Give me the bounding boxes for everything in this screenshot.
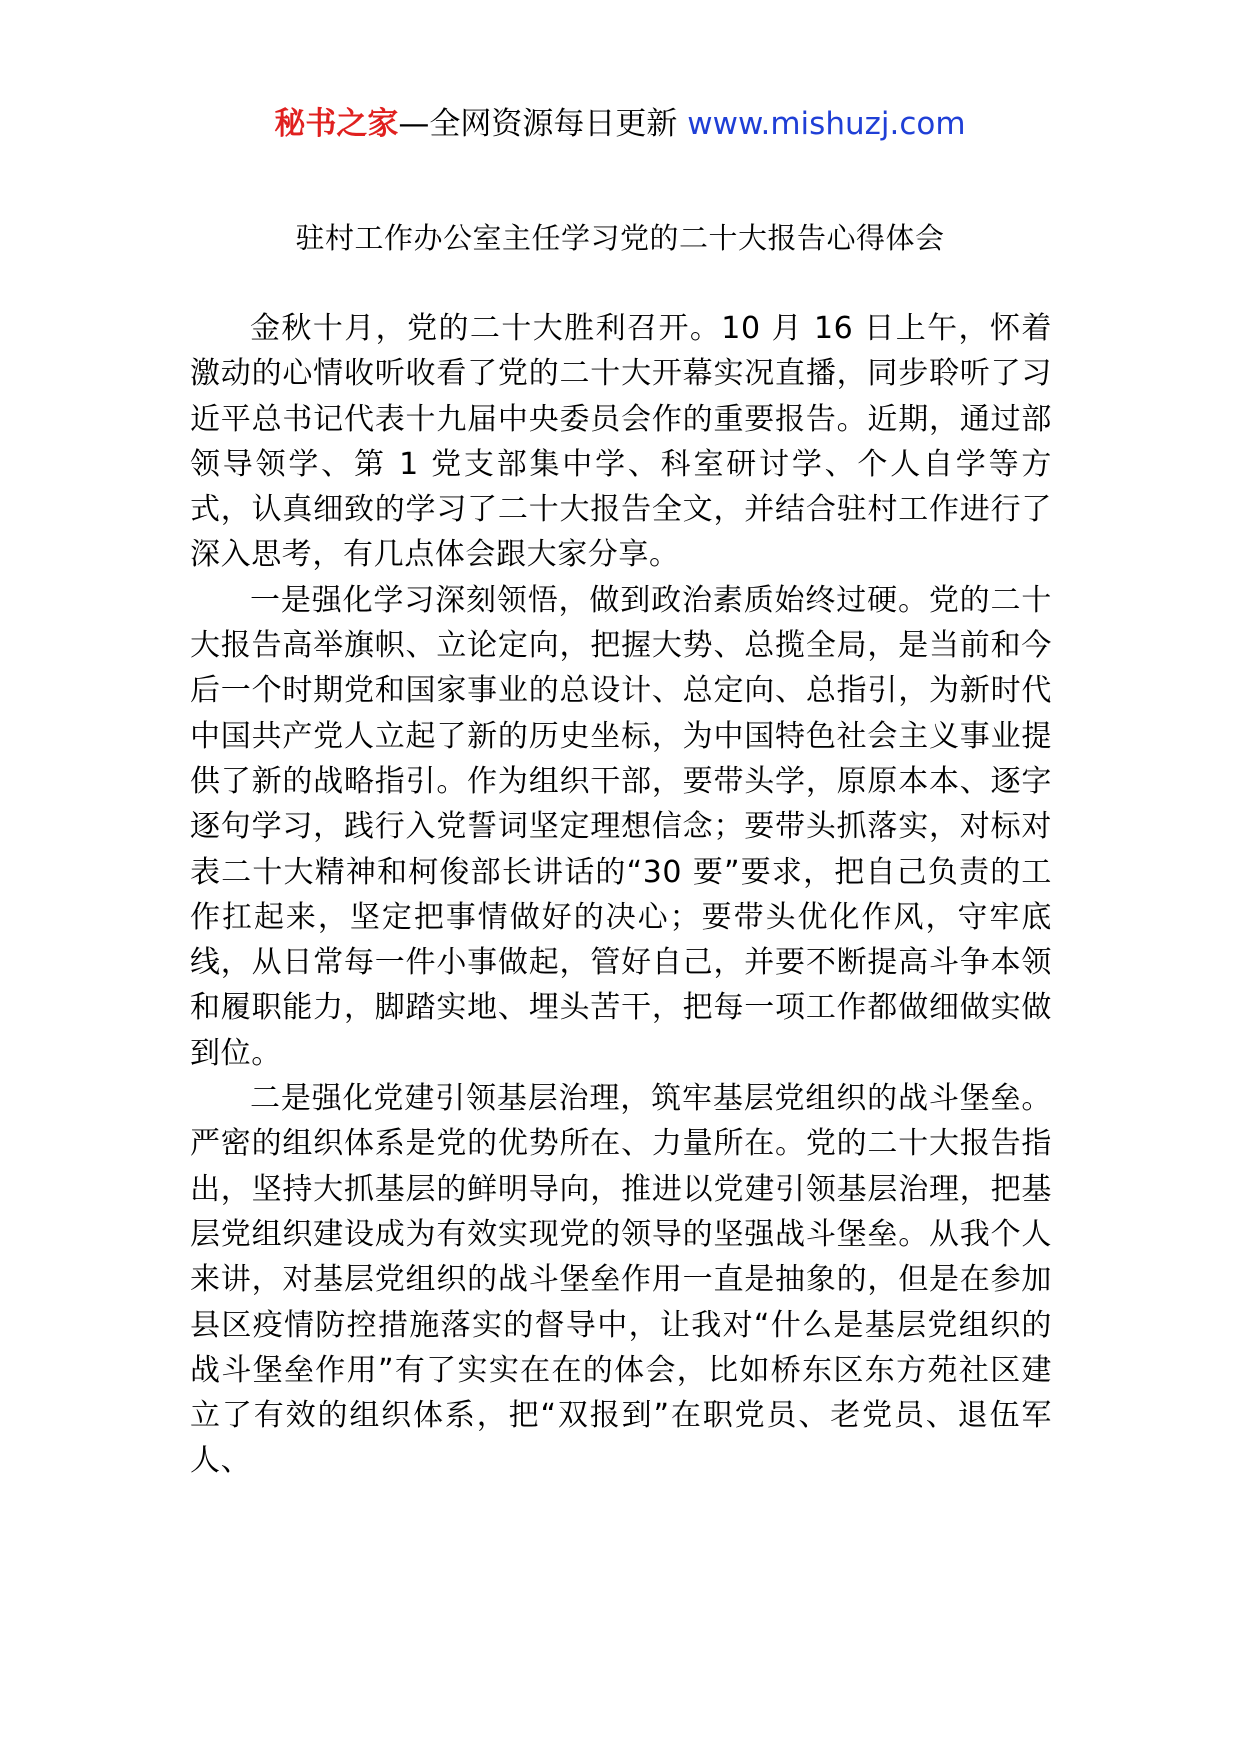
site-url-link[interactable]: www.mishuzj.com [687,106,966,142]
paragraph-point-two: 二是强化党建引领基层治理，筑牢基层党组织的战斗堡垒。严密的组织体系是党的优势所在、力量所在。党的二十大报告指出，坚持大抓基层的鲜明导向，推进以党建引领基层治理，把基层党组织建设成为有效实现党的领导的坚强战斗堡垒。从我个人来讲，对基层党组织的战斗堡垒作用一直是抽象的，但是在参加县区疫情防控措施落实的督导中，让我对“什么是基层党组织的战斗堡垒作用”有了实实在在的体会，比如桥东区东方苑社区建立了有效的组织体系，把“双报到”在职党员、老党员、退伍军人、 [190,1081,1052,1479]
page-header [0,102,1240,146]
brand-name: 秘书之家 [274,106,399,142]
paragraph-point-one: 一是强化学习深刻领悟，做到政治素质始终过硬。党的二十大报告高举旗帜、立论定向，把握大势、总揽全局，是当前和今后一个时期党和国家事业的总设计、总定向、总指引，为新时代中国共产党人立起了新的历史坐标，为中国特色社会主义事业提供了新的战略指引。作为组织干部，要带头学，原原本本、逐字逐句学习，践行入党誓词坚定理想信念；要带头抓落实，对标对表二十大精神和柯俊部长讲话的“30 要”要求，把自己负责的工作扛起来，坚定把事情做好的决心；要带头优化作风，守牢底线，从日常每一件小事做起，管好自己，并要不断提高斗争本领和履职能力，脚踏实地、埋头苦干，把每一项工作都做细做实做到位。 [190,582,1052,1071]
paragraph-intro: 金秋十月，党的二十大胜利召开。10 月 16 日上午，怀着激动的心情收听收看了党的二十大开幕实况直播，同步聆听了习近平总书记代表十九届中央委员会作的重要报告。近期，通过部领导领学、第 1 党支部集中学、科室研讨学、个人自学等方式，认真细致的学习了二十大报告全文，并结合驻村工作进行了深入思考，有几点体会跟大家分享。 [190,311,1052,573]
document-body [190,306,1052,1484]
document-title: 驻村工作办公室主任学习党的二十大报告心得体会 [295,221,945,255]
header-slogan: —全网资源每日更新 [398,106,688,142]
